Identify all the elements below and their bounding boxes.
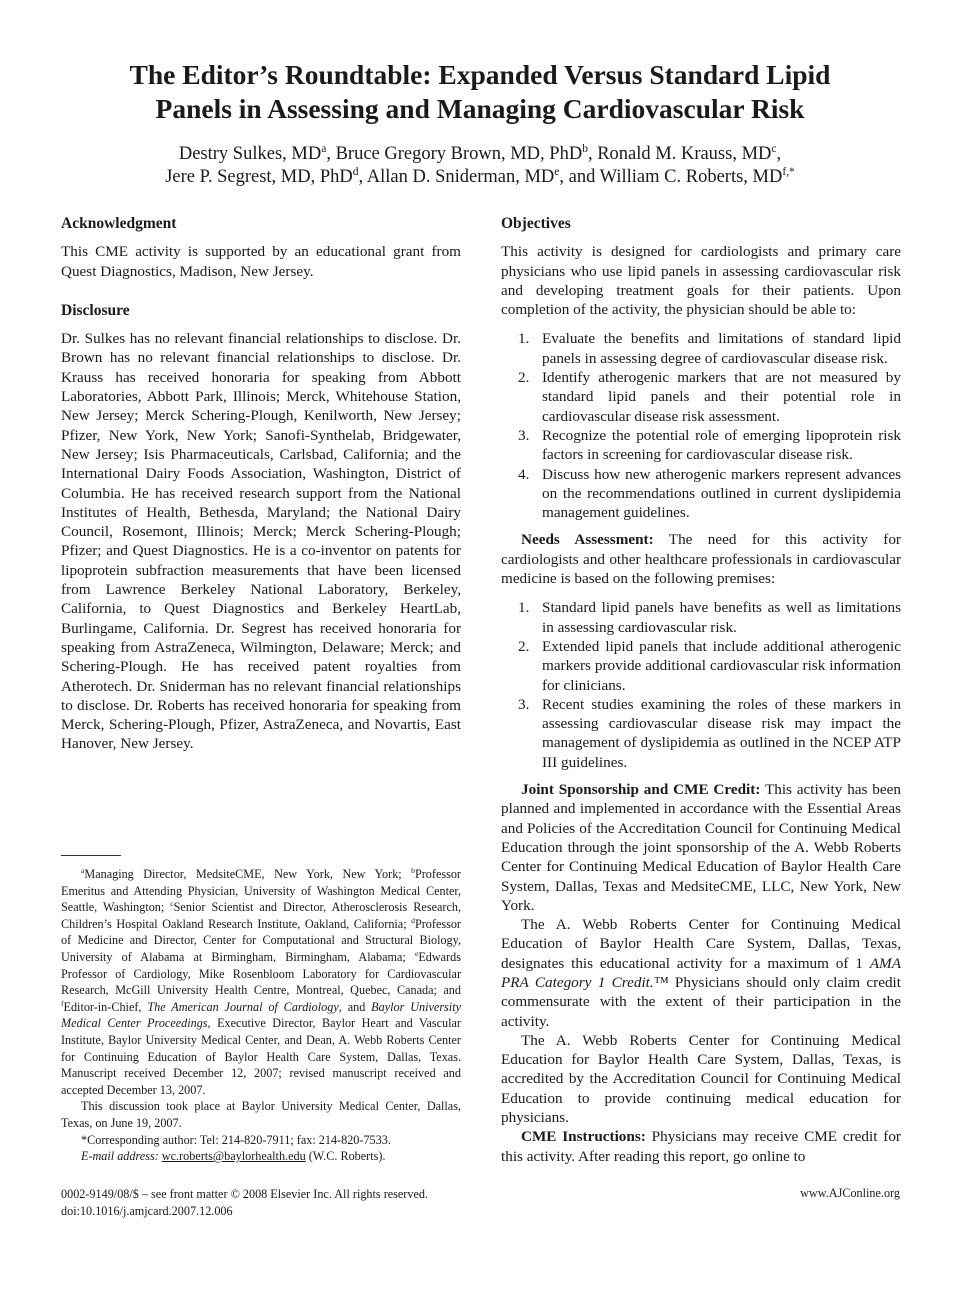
objectives-list — [501, 329, 901, 522]
list-item: 1. Standard lipid panels have benefits as well as limitations in assessing cardiovascular risk. — [518, 599, 901, 636]
author: Destry Sulkes, $MD^a$, — [178, 142, 336, 164]
list-item: 2. Identify atherogenic markers that are not measured by standard lipid panels and their potential role in cardiovascular disease risk assessment. — [518, 369, 901, 425]
article-title — [60, 58, 900, 126]
list-item: 3. Recognize the potential role of emerging lipoprotein risk factors in screening for cardiovascular disease risk. — [518, 426, 901, 464]
footnotes — [61, 866, 461, 1165]
disclosure-text: Dr. Sulkes has no relevant financial relationships to disclose. Dr. Brown has no relevant financial relationships to disclose. Dr. Krauss has received honoraria for speaking from Abbott Laboratories, Abbott Park, Illinois; Merck, Whitehouse Station, New Jersey; Merck Schering-Plough, Kenilworth, New Jersey; Pfizer, New York, New York; Sanofi-Synthelab, Bridgewater, New Jersey; Isis Pharmaceuticals, Carlsbad, California; and the International Dairy Foods Association, Washington, District of Columbia. He has received research support from the National Institutes of Health, Bethesda, Maryland; the National Dairy Council, Rosemont, Illinois; Merck; Merck Schering-Plough; Pfizer; and Quest Diagnostics. He is a co-inventor on patents for lipoprotein subfraction measurements that have been licensed from Lawrence Berkeley National Laboratory, Berkeley, California, to Quest Diagnostics and Berkeley HeartLab, Burlingame, California. Dr. Segrest has received honoraria for speaking from AstraZeneca, Wilmington, Delaware; Merck; and Schering-Plough. He has received patent royalties from Atherotech. Dr. Sniderman has no relevant financial relationships to disclose. Dr. Roberts has received honoraria for speaking from Merck, Schering-Plough, Pfizer, AstraZeneca, and Novartis, East Hanover, New Jersey. — [61, 330, 461, 753]
objectives-intro: This activity is designed for cardiologists and primary care physicians who use lipid panels in assessing cardiovascular risk and developing treatment goals for their patients. Upon completion of the activity, the physician should be able to: — [501, 243, 901, 319]
list-item: 4. Discuss how new atherogenic markers represent advances on the recommendations outlined in current dyslipidemia management guidelines. — [518, 465, 901, 522]
left-column — [61, 214, 461, 754]
corresponding-footnote: *Corresponding author: Tel: 214-820-7911; fax: 214-820-7533. — [81, 1132, 391, 1147]
author: Ronald M. Krauss, $MD^c$, — [597, 142, 782, 164]
disclosure-heading: Disclosure — [61, 301, 130, 319]
email-link[interactable]: wc.roberts@baylorhealth.edu — [161, 1149, 306, 1164]
list-item: 2. Extended lipid panels that include additional atherogenic markers provide additional cardiovascular risk information for clinicians. — [518, 637, 901, 694]
author-list — [60, 143, 900, 189]
acknowledgment-heading: Acknowledgment — [61, 215, 177, 232]
acknowledgment-text: This CME activity is supported by an educational grant from Quest Diagnostics, Madison, New Jersey. — [61, 243, 461, 280]
accreditation: The A. Webb Roberts Center for Continuing Medical Education for Baylor Health Care System, Dallas, Texas, is accredited by the Accreditation Council for Continuing Medical Education to provide continuing medical education for physicians. — [501, 1031, 901, 1127]
affiliations-footnote: $^a$Managing Director, MedsiteCME, New York, New York; $^b$Professor Emeritus and Attending Physician, University of Washington Medical Center, Seattle, Washington; $^c$Senior Scientist and Director, Atherosclerosis Research, Children’s Hospital Oakland Research Institute, Oakland, California; $^d$Professor of Medicine and Director, Center for Computational and Structural Biology, University of Alabama at Birmingham, Birmingham, Alabama; $^e$Edwards Professor of Cardiology, Mike Rosenbloom Laboratory for Cardiovascular Research, McGill University Health Centre, Montreal, Quebec, Canada; and $^f$Editor-in-Chief, The American Journal of Cardiology, and Baylor University Medical Center Proceedings, Executive Director, Baylor Heart and Vascular Institute, Baylor University Medical Center, and Dean, A. Webb Roberts Center for Continuing Education of Baylor Health Care System, Dallas, Texas. Manuscript received December 12, 2007; revised manuscript received and accepted December 13, 2007. — [61, 865, 462, 1097]
footnote-rule — [61, 855, 121, 856]
author: Jere P. Segrest, MD, PhD$^d$, — [165, 165, 367, 187]
issn-line: 0002-9149/08/$ – see front matter © 2008 Elsevier Inc. All rights reserved. — [61, 1187, 429, 1201]
footer-left — [61, 1186, 428, 1220]
credit-designation: The A. Webb Roberts Center for Continuing Medical Education of Baylor Health Care System, Dallas, Texas, designates this educational activity for a maximum of 1 AMA PRA Category 1 Credit.™ Physicians should only claim credit commensurate with the extent of their participation in the activity. — [501, 916, 901, 1030]
discussion-footnote: This discussion took place at Baylor University Medical Center, Dallas, Texas, on June 19, 2007. — [61, 1099, 461, 1130]
author: William C. Roberts, $MD^{f,*}$ — [599, 165, 795, 187]
right-column — [501, 214, 901, 1166]
title-line-1: The Editor’s Roundtable: Expanded Versus Standard Lipid — [129, 59, 831, 90]
journal-website[interactable]: www.AJConline.org — [800, 1186, 900, 1200]
email-footnote: E-mail address: wc.roberts@baylorhealth.edu (W.C. Roberts). — [81, 1149, 386, 1164]
list-item: 3. Recent studies examining the roles of these markers in assessing cardiovascular disease risk may impact the management of dyslipidemia as outlined in the NCEP ATP III guidelines. — [518, 695, 901, 771]
author: Allan D. Sniderman, MDe, and — [366, 165, 600, 187]
needs-assessment: Needs Assessment: The need for this activity for cardiologists and other healthcare professionals in cardiovascular medicine is based on the following premises: — [501, 531, 901, 588]
objectives-heading: Objectives — [501, 215, 571, 232]
needs-list — [501, 598, 901, 772]
joint-sponsorship: Joint Sponsorship and CME Credit: This activity has been planned and implemented in accordance with the Essential Areas and Policies of the Accreditation Council for Continuing Medical Education through the joint sponsorship of the A. Webb Roberts Center for Continuing Medical Education of Baylor Health Care System, Dallas, Texas and MedsiteCME, LLC, New York, New York. — [501, 781, 901, 914]
cme-instructions: CME Instructions: Physicians may receive CME credit for this activity. After reading this report, go online to — [501, 1128, 901, 1165]
author: Bruce Gregory Brown, MD, PhD$^b$, — [335, 142, 598, 164]
title-line-2: Panels in Assessing and Managing Cardiovascular Risk — [155, 93, 805, 124]
list-item: 1. Evaluate the benefits and limitations of standard lipid panels in assessing degree of cardiovascular disease risk. — [518, 330, 901, 367]
doi-line: doi:10.1016/j.amjcard.2007.12.006 — [61, 1204, 233, 1218]
